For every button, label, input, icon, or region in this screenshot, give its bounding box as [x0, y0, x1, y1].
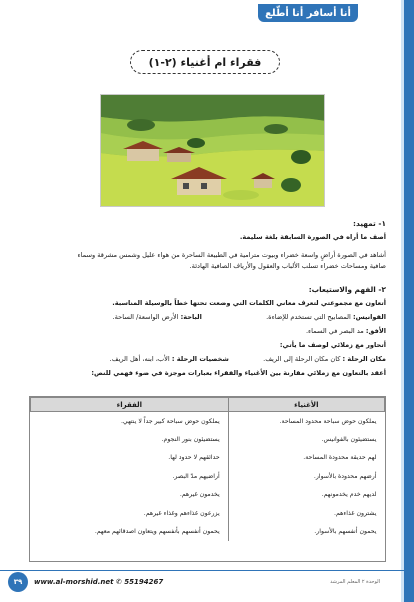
- vocab-term-lanterns: الفوانيس:: [352, 313, 386, 321]
- rich-cell: لهم حديقة محدودة المساحة.: [228, 449, 384, 468]
- footer-right-caption: [330, 579, 380, 585]
- page-number: ٣٩: [13, 578, 23, 586]
- vocab-term-courtyard: الباحة:: [180, 313, 202, 321]
- trip-details-line: [30, 354, 386, 365]
- table-row: [31, 504, 385, 523]
- countryside-photo-illustration: [101, 95, 325, 207]
- describe-task: أتحاور مع زملائي لوصف ما يأتي:: [279, 341, 386, 349]
- lesson-title-text: فقراء ام أغنياء (٢-١): [148, 55, 262, 69]
- footer-right-text: الوحدة ٢ المعلم المرشد: [330, 579, 380, 585]
- vocab-def-courtyard: الأرض الواسعة/ الساحة.: [112, 313, 179, 321]
- table-row: [31, 430, 385, 449]
- describe-task-line: [30, 340, 386, 351]
- table-row: [31, 523, 385, 542]
- countryside-photo: [100, 94, 325, 207]
- poor-column-header: الفقراء: [31, 398, 229, 412]
- table-row: [31, 449, 385, 468]
- poor-cell: يزرعون غذاءهم وغذاء غيرهم.: [143, 509, 220, 517]
- rich-column-header: الأغنياء: [228, 398, 384, 412]
- table-row: [31, 412, 385, 431]
- page-edge-stripe: [404, 0, 414, 602]
- poor-cell: حدائقهم لا حدود لها.: [168, 454, 220, 462]
- compare-task: أعقد بالتعاون مع زملائي مقارنة بين الأغنياء والفقراء بعبارات موجزة في ضوء فهمي للنص:: [91, 369, 386, 377]
- page-edge-stripe-light: [401, 0, 404, 602]
- rich-cell: يستضيئون بالفوانيس.: [228, 430, 384, 449]
- rich-cell: لديهم خدم يخدمونهم.: [228, 486, 384, 505]
- vocab-line-2: [30, 326, 386, 337]
- vocab-line-1: [30, 312, 386, 323]
- page-number-badge: [8, 572, 28, 592]
- rich-cell: أرضهم محدودة بالأسوار.: [228, 467, 384, 486]
- trip-place-term: مكان الرحلة :: [342, 355, 386, 363]
- rich-cell: يملكون حوض سباحة محدود المساحة.: [228, 412, 384, 431]
- trip-characters-term: شخصيات الرحلة :: [171, 355, 229, 363]
- prep-task: أصف ما أراه في الصورة السابقة بلغة سليمة.: [239, 233, 386, 241]
- footer-contact: [34, 578, 163, 586]
- table-row: [31, 467, 385, 486]
- prep-paragraph-line-2: [30, 261, 386, 272]
- compare-task-line: [30, 368, 386, 379]
- rich-cell: يشترون غذاءهم.: [228, 504, 384, 523]
- trip-place-def: كان مكان الرحلة إلى الريف.: [263, 355, 341, 363]
- comprehension-heading: ٢- الفهم والاستيعاب:: [308, 285, 386, 294]
- rich-cell: يحمون أنفسهم بالأسوار.: [228, 523, 384, 542]
- vocab-term-horizon: الأفق:: [365, 327, 386, 335]
- footer-divider: [0, 570, 404, 571]
- lesson-title: [130, 50, 280, 74]
- vocab-task: أتعاون مع مجموعتي لتعرف معاني الكلمات التي وضعت تحتها خطاً بالوسيلة المناسبة.: [112, 299, 386, 307]
- prep-paragraph-2: صافية ومساحات خضراء تسلب الألباب والعقول والأرياف الصافية الهادئة.: [189, 262, 386, 270]
- poor-cell: يستضيئون بنور النجوم.: [161, 435, 220, 443]
- poor-cell: يملكون حوض سباحة كبير جداً لا ينتهي.: [120, 417, 220, 425]
- vocab-def-horizon: مد البصر في السماء.: [305, 327, 364, 335]
- comprehension-heading-line: [30, 284, 386, 296]
- vocab-def-lanterns: المصابيح التي تستخدم للإضاءة.: [266, 313, 351, 321]
- table-row: [31, 486, 385, 505]
- rich-poor-comparison-table: [29, 396, 386, 562]
- table-header-row: [31, 398, 385, 412]
- unit-header-tab: [258, 4, 358, 22]
- vocab-task-line: [30, 298, 386, 309]
- prep-heading: ١- تمهيد:: [352, 219, 386, 228]
- poor-cell: يحمون أنفسهم بأنفسهم ويتعاون اصدقائهم معهم.: [94, 528, 220, 536]
- footer-website[interactable]: www.al-morshid.net: [34, 578, 114, 586]
- poor-cell: أراضيهم مدّ البصر.: [172, 472, 220, 480]
- unit-header-label: أنا أسافر أنا أطّلع: [265, 7, 351, 19]
- prep-paragraph-line-1: [30, 250, 386, 261]
- prep-heading-line: [30, 218, 386, 230]
- trip-characters-def: الأب، ابنه، أهل الريف.: [109, 355, 170, 363]
- phone-icon: ✆: [115, 578, 122, 586]
- footer-phone: 55194267: [124, 578, 164, 586]
- prep-paragraph-1: أشاهد في الصورة أراضٍ واسعة خضراء وبيوت مترامية في الطبيعة الساحرة من هواء عليل وشمس مشرقة وسماء: [77, 251, 386, 259]
- poor-cell: يخدمون غيرهم.: [179, 491, 220, 499]
- prep-task-line: [30, 232, 386, 243]
